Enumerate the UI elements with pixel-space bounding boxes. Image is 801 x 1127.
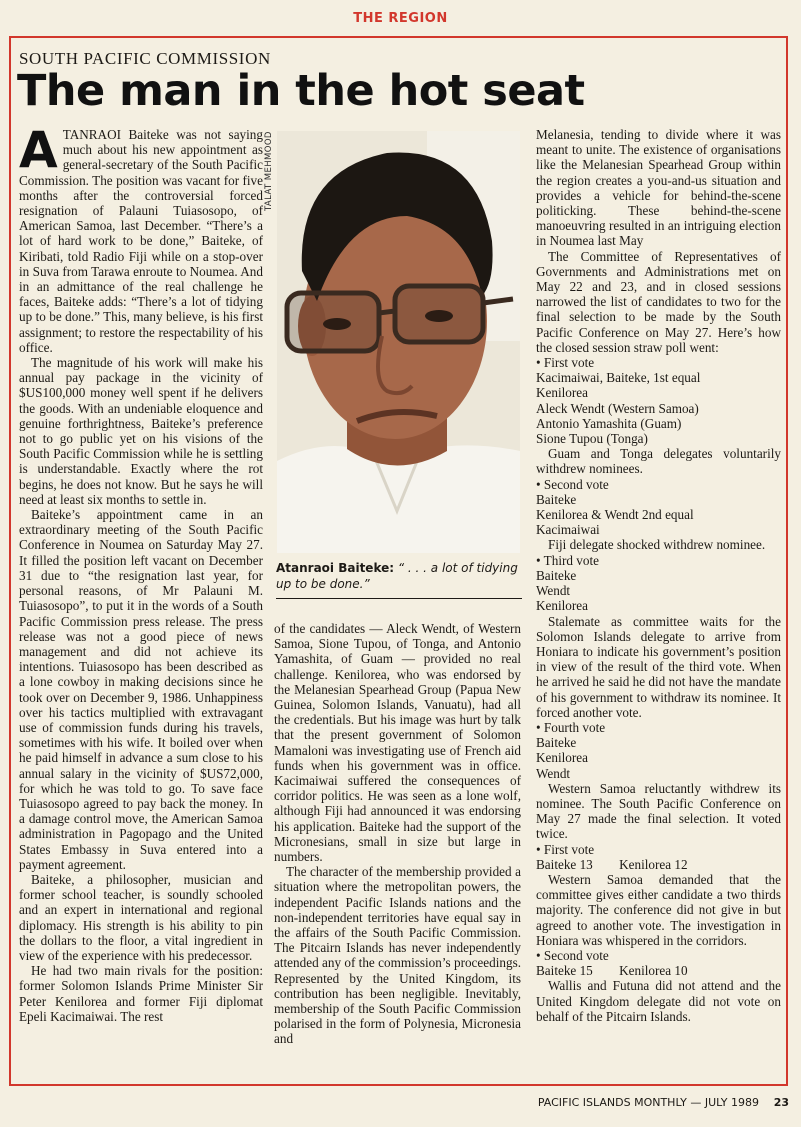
vote-heading: • Second vote <box>536 947 609 963</box>
vote-line: Sione Tupou (Tonga) <box>536 431 648 447</box>
body-paragraph: Western Samoa reluctantly withdrew its nominee. The South Pacific Conference on May 27 made the final selection. It voted twice. <box>536 780 781 842</box>
body-paragraph: Fiji delegate shocked withdrew nominee. <box>548 537 766 553</box>
vote-line: Baiteke <box>536 491 577 507</box>
vote-line: Kacimaiwai, Baiteke, 1st equal <box>536 370 701 386</box>
vote-line: Baiteke 15 Kenilorea 10 <box>536 963 688 979</box>
article-headline: The man in the hot seat <box>17 66 585 116</box>
vote-line: Kenilorea & Wendt 2nd equal <box>536 507 694 523</box>
caption-name: Atanraoi Baiteke: <box>276 561 395 575</box>
vote-heading: • First vote <box>536 355 595 371</box>
caption-quote: “ . . . a lot of tidying up to be done.” <box>276 561 518 591</box>
vote-line: Kenilorea <box>536 750 588 766</box>
vote-heading: • Second vote <box>536 476 609 492</box>
vote-line: Aleck Wendt (Western Samoa) <box>536 400 699 416</box>
vote-heading: • Third vote <box>536 552 599 568</box>
portrait-illustration <box>277 131 520 553</box>
vote-line: Kenilorea <box>536 385 588 401</box>
vote-line: Baiteke 13 Kenilorea 12 <box>536 856 688 872</box>
photo-credit: TALAT MEHMOOD <box>264 131 274 211</box>
article-column-2 <box>274 621 521 1047</box>
page-number: 23 <box>773 1096 789 1109</box>
body-paragraph: Baiteke’s appointment came in an extraordinary meeting of the South Pacific Conference in Noumea on Saturday May 27. It filled the position left vacant on December 31 due to “the resignation last year, for personal reasons, of Mr Palauni M. Tuiasosopo”, to put it in the words of a South Pacific Commission press release. The press release was not a good piece of news management and did not achieve its intentions. Tuiasosopo has been described as a lone cowboy in making decisions since he took over on December 9, 1986. Unhappiness over his tactics multiplied with extravagant use of commission funds during his travels, sometimes with his wife. It boiled over when he paid himself in advance a sum close to his annual salary in the vicinity of $US72,000, for which he was told to go. To save face Tuiasosopo agreed to pay back the money. In a damage control move, the American Samoa administration in Pagopago and the United States Embassy in Suva entered into a payment agreement. <box>19 507 263 872</box>
caption-divider <box>276 598 522 599</box>
body-paragraph: of the candidates — Aleck Wendt, of Western Samoa, Sione Tupou, of Tonga, and Antonio Yamashita, of Guam — provided no real challenge. Kenilorea, who was endorsed by the Melanesian Spearhead Group (Papua New Guinea, Solomon Islands, Vanuatu), had all the credentials. But his image was hurt by talk that the present government of Solomon Mamaloni was investigating use of French aid funds when his government was in office. Kacimaiwai suffered the consequences of corridor politics. He was seen as a lone wolf, although Fiji had announced it was endorsing his application. Baiteke had the support of the Micronesians, small in size but large in numbers. <box>274 621 521 865</box>
photo-caption <box>276 560 522 592</box>
portrait-photo <box>277 131 520 553</box>
vote-line: Kenilorea <box>536 598 588 614</box>
magazine-issue: PACIFIC ISLANDS MONTHLY — JULY 1989 <box>537 1096 759 1109</box>
body-paragraph: Western Samoa demanded that the committee gives either candidate a two thirds majority. The conference did not give in but agreed to another vote. The investigation in Honiara was whispered in the corridors. <box>536 871 781 948</box>
vote-line: Wendt <box>536 583 571 599</box>
vote-line: Baiteke <box>536 567 577 583</box>
vote-heading: • First vote <box>536 841 595 857</box>
vote-line: Antonio Yamashita (Guam) <box>536 415 682 431</box>
body-paragraph: Guam and Tonga delegates voluntarily withdrew nominees. <box>536 446 781 477</box>
body-paragraph: Wallis and Futuna did not attend and the United Kingdom delegate did not vote on behalf of the Pitcairn Islands. <box>536 978 781 1024</box>
vote-heading: • Fourth vote <box>536 719 606 735</box>
body-paragraph: The Committee of Representatives of Governments and Administrations met on May 22 and 23, and in closed sessions narrowed the list of candidates to two for the final selection to be made by the South Pacific Conference on May 27. Here’s how the closed session straw poll went: <box>536 248 781 355</box>
lead-paragraph <box>19 121 263 355</box>
body-paragraph: Stalemate as committee waits for the Solomon Islands delegate to arrive from Honiara to indicate his government’s position in view of the result of the third vote. When he arrived he said he did not have the mandate of his government to withdraw its nominee. It forced another vote. <box>536 613 781 720</box>
body-paragraph: The magnitude of his work will make his annual pay package in the vicinity of $US100,000 money well spent if he delivers the goods. With an undeniable eloquence and genuine forthrightness, Baiteke’s preference not to go public yet on his visions of the South Pacific Commission while he is settling is understandable. Exactly where the rot begins, he does not know. But he says he will need at least six months to settle in. <box>19 355 263 507</box>
body-paragraph: Baiteke, a philosopher, musician and former school teacher, is soundly schooled and an expert in international and regional diplomacy. His strength is his ability to pin the dollars to the floor, a vital ingredient in view of the experience with his predecessor. <box>19 871 263 963</box>
body-paragraph: He had two main rivals for the position: former Solomon Islands Prime Minister Sir Peter Kenilorea and former Fiji diplomat Epeli Kacimaiwai. The rest <box>19 963 263 1024</box>
section-tag: THE REGION <box>353 11 448 26</box>
drop-cap: A <box>19 121 58 179</box>
body-paragraph: The character of the membership provided a situation where the metropolitan powers, the independent Pacific Islands nations and the non-independent territories have equal say in the affairs of the South Pacific Commission. The Pitcairn Islands has never independently attended any of the commission’s proceedings. Represented by the United Kingdom, its contribution has been negligible. Inevitably, membership of the South Pacific Commission polarised in the form of Polynesia, Micronesia and <box>274 864 521 1047</box>
vote-line: Baiteke <box>536 735 577 751</box>
article-kicker: SOUTH PACIFIC COMMISSION <box>19 49 271 68</box>
vote-line: Kacimaiwai <box>536 522 600 538</box>
article-column-1 <box>19 121 263 1024</box>
lead-text: TANRAOI Baiteke was not saying much about his new appointment as general-secretary of the South Pacific Commission. The position was vacant for five months after the controversial forced resignation of Palauni Tuiasosopo, of American Samoa, last December. “There’s a lot of hard work to be done,” Baiteke, of Kiribati, told Radio Fiji while on a stop-over in Suva from Tarawa enroute to Noumea. And in an admittance of the real challenge he faces, Baiteke adds: “There’s a lot of tidying up to be done.” This, many believe, is his first assignment; to restore the respectability of his office. <box>19 127 263 355</box>
vote-line: Wendt <box>536 765 571 781</box>
body-paragraph: Melanesia, tending to divide where it was meant to unite. The existence of organisations like the Melanesian Spearhead Group within the region creates a you-and-us situation and provides a vehicle for behind-the-scene politicking. These behind-the-scene manoeuvring resulted in an intriguing election in Noumea last May <box>536 127 781 249</box>
article-column-3 <box>536 127 781 1024</box>
